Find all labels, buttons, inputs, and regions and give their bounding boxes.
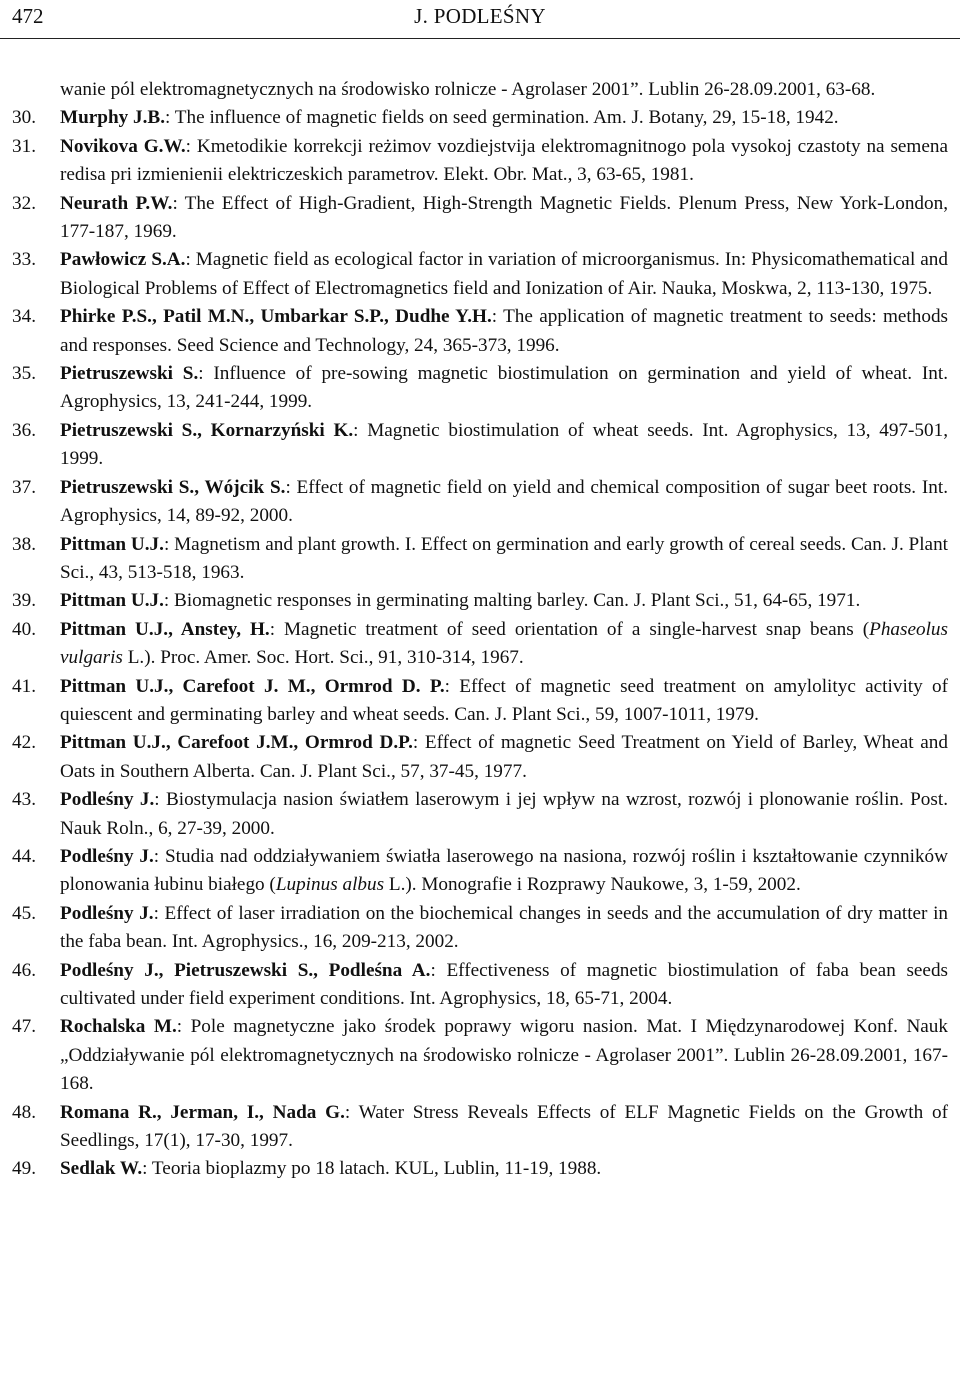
reference-number: 40. [12, 618, 36, 640]
reference-authors: Sedlak W. [60, 1158, 143, 1180]
reference-item [0, 616, 960, 673]
reference-number: 41. [12, 675, 36, 697]
reference-authors: Podleśny J., Pietruszewski S., Podleśna A. [60, 959, 431, 981]
reference-authors: Podleśny J. [60, 845, 154, 867]
reference-text: : Effect of magnetic seed treatment on amylolityc activity of quiescent and germinating barley and wheat seeds. Can. J. Plant Sci., 59, 1007-1011, 1979. [60, 675, 948, 725]
reference-item [0, 133, 960, 190]
reference-authors: Romana R., Jerman, I., Nada G. [60, 1101, 345, 1123]
reference-item [0, 190, 960, 247]
reference-text: : Magnetic treatment of seed orientation of a single-harvest snap beans (Phaseolus vulgaris L.). Proc. Amer. Soc. Hort. Sci., 91, 310-314, 1967. [60, 618, 948, 669]
reference-text: wanie pól elektromagnetycznych na środowisko rolnicze - Agrolaser 2001”. Lublin 26-28.09.2001, 63-68. [60, 79, 876, 100]
reference-authors: Podleśny J. [60, 789, 155, 811]
reference-item [0, 729, 960, 786]
reference-item [0, 104, 960, 132]
page-number: 472 [12, 4, 44, 28]
reference-authors: Podleśny J. [60, 902, 154, 924]
reference-text: : Magnetic biostimulation of wheat seeds. Int. Agrophysics, 13, 497-501, 1999. [60, 419, 948, 470]
reference-text: : Biostymulacja nasion światłem laserowym i jej wpływ na wzrost, rozwój i plonowanie roślin. Post. Nauk Roln., 6, 27-39, 2000. [60, 789, 948, 839]
running-head: J. PODLEŚNY [414, 4, 546, 28]
reference-item [0, 76, 960, 104]
reference-authors: Phirke P.S., Patil M.N., Umbarkar S.P., Dudhe Y.H. [60, 306, 492, 328]
reference-number: 36. [12, 419, 36, 441]
reference-text: : Biomagnetic responses in germinating malting barley. Can. J. Plant Sci., 51, 64-65, 1971. [163, 590, 861, 612]
reference-number: 33. [12, 249, 36, 271]
reference-number: 49. [12, 1158, 36, 1180]
reference-text: : Effect of magnetic field on yield and chemical composition of sugar beet roots. Int. Agrophysics, 14, 89-92, 2000. [60, 476, 949, 527]
reference-text: : Magnetic field as ecological factor in variation of microorganismus. In: Physicomathematical and Biological Problems of Effect of Electromagnetics field and Ionization of Air. Nauka, Moskwa, 2, 113-130, 1975. [60, 249, 948, 299]
reference-authors: Novikova G.W. [60, 135, 186, 157]
reference-text: : Water Stress Reveals Effects of ELF Magnetic Fields on the Growth of Seedlings, 17(1), 17-30, 1997. [60, 1101, 948, 1152]
reference-text: : Kmetodikie korrekcji reżimov vozdiejstvija elektromagnitnogo pola vysokoj czastoty na semena redisa pri izmienienii elektriczeskich parametrov. Elekt. Obr. Mat., 3, 63-65, 1981. [60, 135, 948, 186]
reference-item [0, 900, 960, 957]
reference-authors: Pittman U.J., Anstey, H. [60, 618, 270, 640]
reference-authors: Pittman U.J. [60, 533, 164, 555]
reference-number: 39. [12, 590, 36, 612]
reference-item [0, 957, 960, 1014]
reference-text: : The application of magnetic treatment to seeds: methods and responses. Seed Science and Technology, 24, 365-373, 1996. [60, 306, 949, 356]
page-header [0, 0, 960, 39]
reference-authors: Rochalska M. [60, 1016, 177, 1038]
reference-item [0, 303, 960, 360]
reference-item [0, 474, 960, 531]
reference-text: : Teoria bioplazmy po 18 latach. KUL, Lublin, 11-19, 1988. [142, 1158, 602, 1180]
reference-authors: Pawłowicz S.A. [60, 249, 186, 271]
reference-number: 32. [12, 192, 36, 214]
reference-number: 47. [12, 1016, 36, 1038]
reference-number: 30. [12, 107, 36, 129]
reference-authors: Pittman U.J., Carefoot J. M., Ormrod D. P. [60, 675, 445, 697]
reference-number: 37. [12, 476, 36, 498]
reference-item [0, 786, 960, 843]
reference-number: 45. [12, 902, 36, 924]
reference-text: : Effect of magnetic Seed Treatment on Yield of Barley, Wheat and Oats in Southern Alberta. Can. J. Plant Sci., 57, 37-45, 1977. [60, 732, 948, 782]
reference-authors: Pittman U.J. [60, 590, 164, 612]
reference-item [0, 673, 960, 730]
reference-text: : The influence of magnetic fields on seed germination. Am. J. Botany, 29, 15-18, 1942. [165, 107, 839, 129]
reference-authors: Neurath P.W. [60, 192, 173, 214]
reference-number: 44. [12, 845, 36, 867]
reference-item [0, 1013, 960, 1098]
reference-number: 48. [12, 1101, 36, 1123]
reference-text: : Pole magnetyczne jako środek poprawy wigoru nasion. Mat. I Międzynarodowej Konf. Nauk „Oddziaływanie pól elektromagnetycznych na środowisko rolnicze - Agrolaser 2001”. Lublin 26-28.09.2001, 167-168. [60, 1016, 948, 1095]
reference-item [0, 1155, 960, 1183]
reference-item [0, 246, 960, 303]
reference-text: : The Effect of High-Gradient, High-Strength Magnetic Fields. Plenum Press, New York-London, 177-187, 1969. [60, 192, 948, 243]
reference-text: : Effectiveness of magnetic biostimulation of faba bean seeds cultivated under field experiment conditions. Int. Agrophysics, 18, 65-71, 2004. [60, 959, 949, 1009]
reference-text: : Influence of pre-sowing magnetic biostimulation on germination and yield of wheat. Int. Agrophysics, 13, 241-244, 1999. [60, 363, 948, 413]
reference-number: 31. [12, 135, 36, 157]
reference-authors: Pietruszewski S., Wójcik S. [60, 476, 286, 498]
reference-item [0, 360, 960, 417]
reference-item [0, 531, 960, 588]
reference-number: 38. [12, 533, 36, 555]
reference-item [0, 843, 960, 900]
reference-authors: Pittman U.J., Carefoot J.M., Ormrod D.P. [60, 732, 413, 754]
reference-number: 43. [12, 789, 36, 811]
reference-number: 34. [12, 306, 36, 328]
reference-number: 42. [12, 732, 36, 754]
reference-text: : Studia nad oddziaływaniem światła laserowego na nasiona, rozwój roślin i kształtowanie czynników plonowania łubinu białego (Lupinus albus L.). Monografie i Rozprawy Naukowe, 3, 1-59, 2002. [60, 845, 948, 896]
reference-number: 46. [12, 959, 36, 981]
reference-text: : Effect of laser irradiation on the biochemical changes in seeds and the accumulation of dry matter in the faba bean. Int. Agrophysics., 16, 209-213, 2002. [60, 902, 948, 953]
reference-item [0, 417, 960, 474]
reference-authors: Pietruszewski S. [60, 363, 199, 385]
reference-item [0, 1099, 960, 1156]
reference-authors: Murphy J.B. [60, 107, 166, 129]
reference-number: 35. [12, 363, 36, 385]
reference-authors: Pietruszewski S., Kornarzyński K. [60, 419, 354, 441]
reference-item [0, 587, 960, 615]
reference-text: : Magnetism and plant growth. I. Effect on germination and early growth of cereal seeds. Can. J. Plant Sci., 43, 513-518, 1963. [60, 533, 949, 583]
reference-list [0, 76, 960, 1184]
